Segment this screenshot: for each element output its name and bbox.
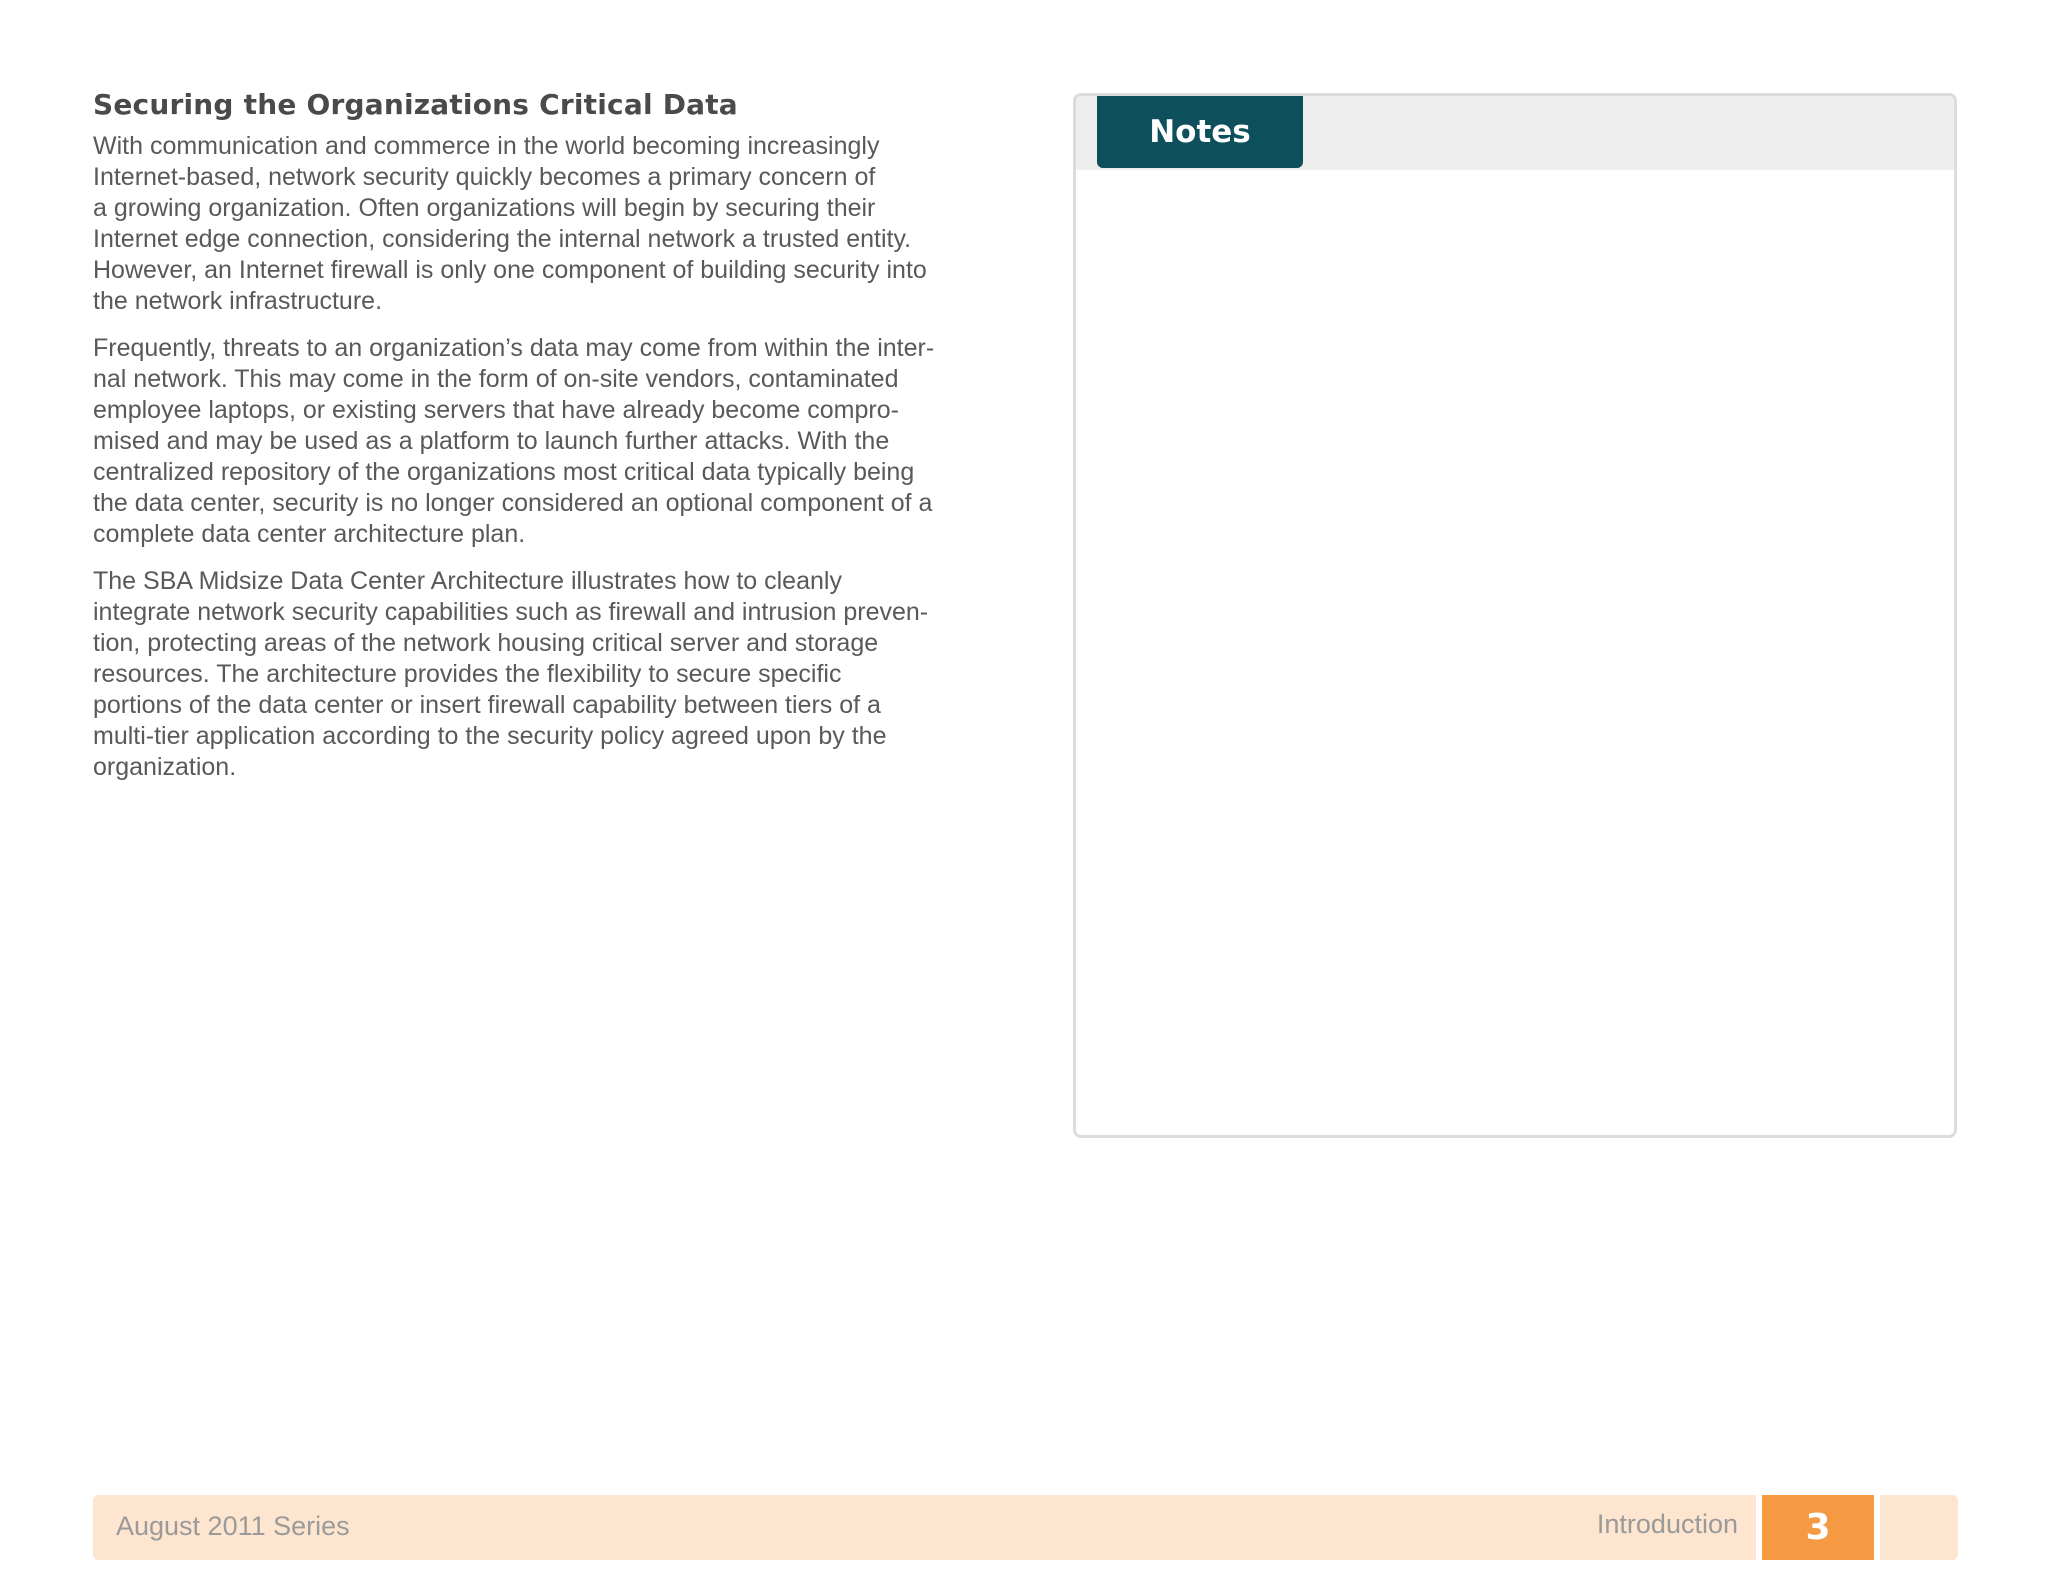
footer-section-link[interactable]: Introduction	[1596, 1509, 1738, 1539]
notes-area[interactable]	[1076, 170, 1954, 1135]
section-heading: Securing the Organizations Critical Data	[93, 88, 738, 121]
notes-panel	[1073, 93, 1957, 1138]
main-content-column	[93, 88, 993, 799]
body-paragraph: With communication and commerce in the world becoming increasingly Internet-based, network security quickly becomes a primary concern of a growing organization. Often organizations will begin by securing their Internet edge connection, considering the internal network a trusted entity. However, an Internet firewall is only one component of building security into the network infrastructure.	[93, 132, 927, 315]
page-number: 3	[1762, 1495, 1874, 1560]
notes-tab: Notes	[1097, 96, 1303, 168]
footer-series-label: August 2011 Series	[116, 1511, 350, 1541]
body-paragraph: Frequently, threats to an organization’s data may come from within the inter- nal network. This may come in the form of on-site vendors, contaminated employee laptops, or existing servers that have already become compro- mised and may be used as a platform to launch further attacks. With the centralized repository of the organizations most critical data typically being the data center, security is no longer considered an optional component of a complete data center architecture plan.	[93, 334, 935, 548]
footer-divider	[1874, 1495, 1880, 1560]
page-footer	[93, 1495, 1958, 1560]
body-paragraph: The SBA Midsize Data Center Architecture illustrates how to cleanly integrate network security capabilities such as firewall and intrusion preven- tion, protecting areas of the network housing critical server and storage resources. The architecture provides the flexibility to secure specific portions of the data center or insert firewall capability between tiers of a multi-tier application according to the security policy agreed upon by the organization.	[93, 567, 929, 781]
